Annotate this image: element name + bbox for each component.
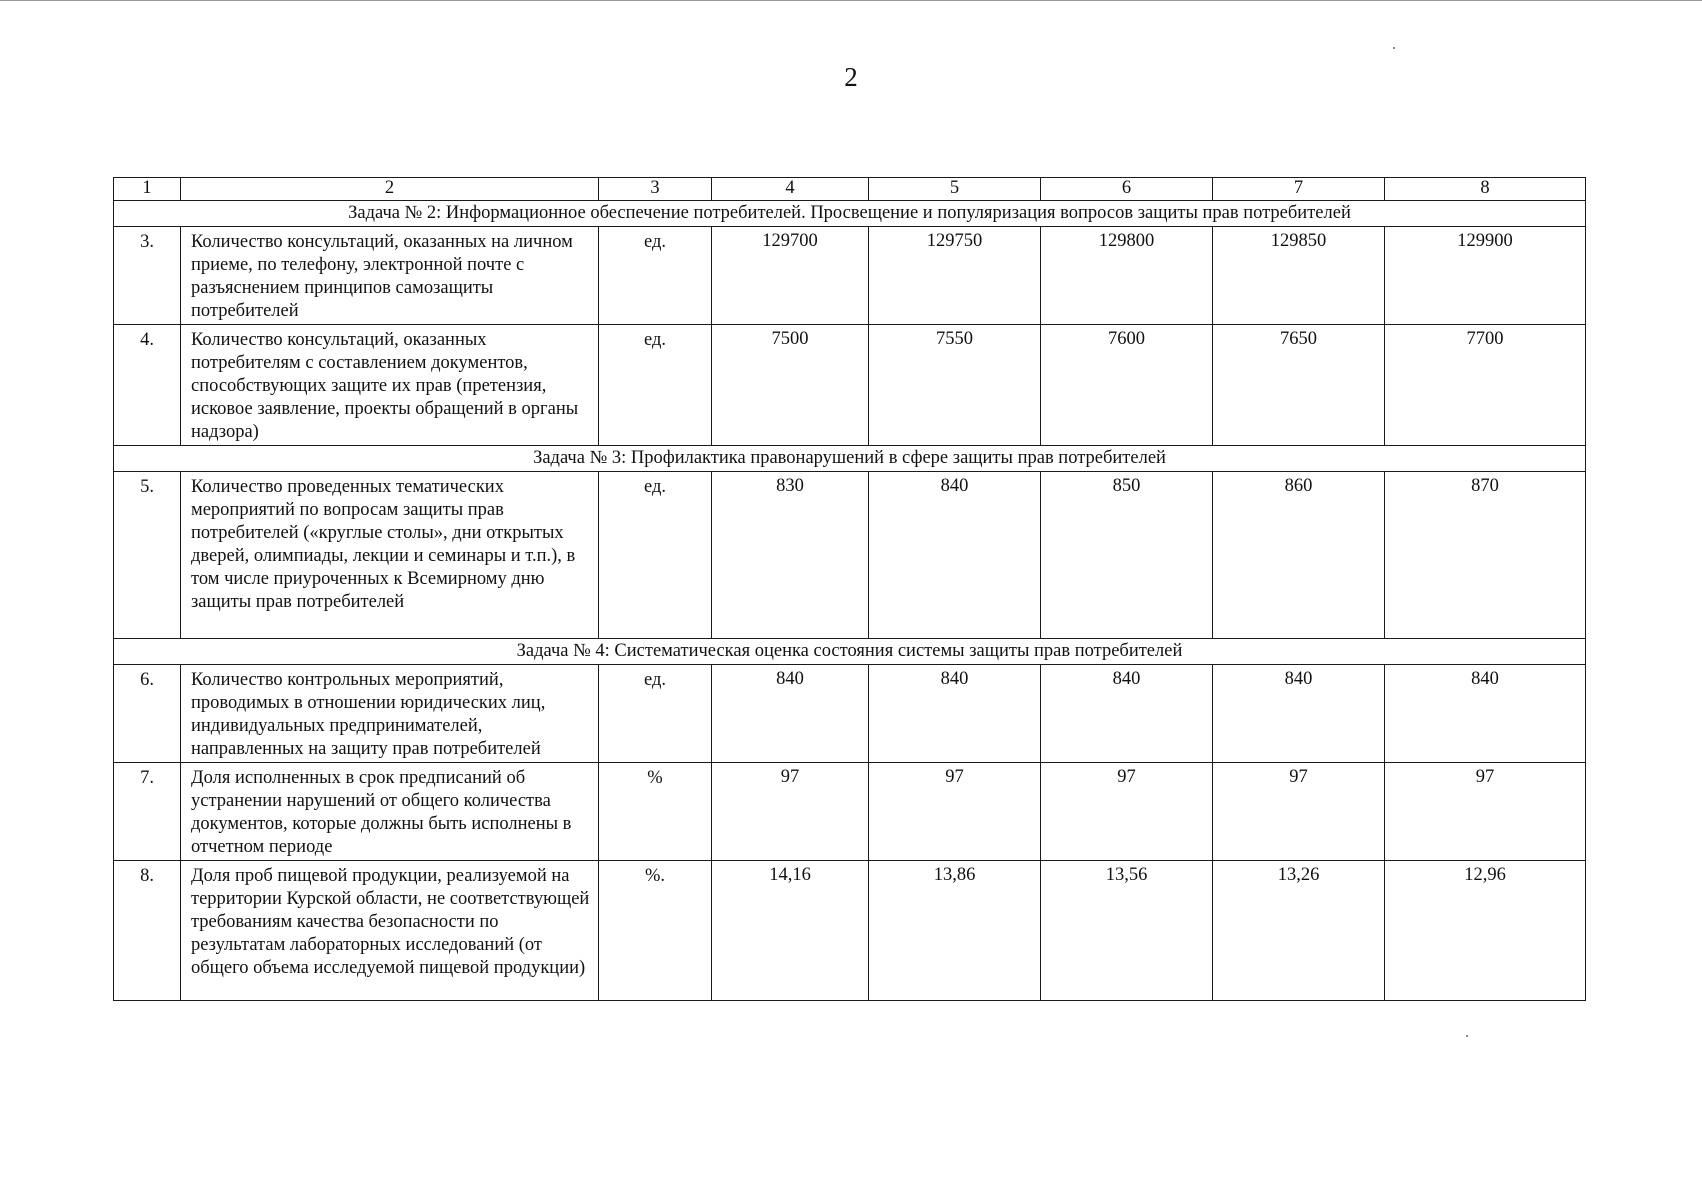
column-number: 4 [712,178,869,201]
row-description: Количество консультаций, оказанных потребителям с составлением документов, способствующих защите их прав (претензия, исковое заявление, проекты обращений в органы надзора) [181,325,599,446]
table-row [114,227,1586,325]
row-value: 7700 [1385,325,1586,446]
section-title: Задача № 3: Профилактика правонарушений в сфере защиты прав потребителей [114,446,1586,472]
row-value: 13,86 [869,861,1041,1001]
row-value: 97 [869,763,1041,861]
table-row [114,665,1586,763]
table-row [114,763,1586,861]
column-number: 2 [181,178,599,201]
row-unit: %. [599,861,712,1001]
row-value: 860 [1213,472,1385,639]
row-value: 7650 [1213,325,1385,446]
scan-speck [1393,47,1395,49]
row-value: 97 [1385,763,1586,861]
row-value: 129800 [1041,227,1213,325]
column-number: 7 [1213,178,1385,201]
row-unit: ед. [599,665,712,763]
row-value: 13,26 [1213,861,1385,1001]
row-description: Количество контрольных мероприятий, проводимых в отношении юридических лиц, индивидуальных предпринимателей, направленных на защиту прав потребителей [181,665,599,763]
indicators-table [113,177,1586,1001]
row-number: 7. [114,763,181,861]
row-number: 3. [114,227,181,325]
row-value: 129850 [1213,227,1385,325]
row-value: 129900 [1385,227,1586,325]
row-value: 850 [1041,472,1213,639]
section-header-row [114,639,1586,665]
row-unit: ед. [599,472,712,639]
row-value: 97 [1041,763,1213,861]
row-value: 840 [869,472,1041,639]
row-value: 129750 [869,227,1041,325]
row-number: 5. [114,472,181,639]
row-number: 8. [114,861,181,1001]
column-number: 1 [114,178,181,201]
section-header-row [114,201,1586,227]
section-title: Задача № 4: Систематическая оценка состояния системы защиты прав потребителей [114,639,1586,665]
table-row [114,325,1586,446]
column-number: 6 [1041,178,1213,201]
row-unit: % [599,763,712,861]
table-row [114,472,1586,639]
row-value: 840 [1385,665,1586,763]
row-value: 12,96 [1385,861,1586,1001]
row-number: 6. [114,665,181,763]
row-number: 4. [114,325,181,446]
row-value: 840 [1041,665,1213,763]
row-value: 870 [1385,472,1586,639]
column-number-row [114,178,1586,201]
row-value: 97 [712,763,869,861]
section-header-row [114,446,1586,472]
row-value: 13,56 [1041,861,1213,1001]
row-unit: ед. [599,325,712,446]
row-value: 14,16 [712,861,869,1001]
column-number: 8 [1385,178,1586,201]
row-value: 7550 [869,325,1041,446]
row-description: Доля исполненных в срок предписаний об устранении нарушений от общего количества документов, которые должны быть исполнены в отчетном периоде [181,763,599,861]
row-unit: ед. [599,227,712,325]
row-value: 129700 [712,227,869,325]
table-body [114,178,1586,1001]
row-value: 830 [712,472,869,639]
row-value: 840 [869,665,1041,763]
page-number: 2 [844,62,858,92]
row-description: Доля проб пищевой продукции, реализуемой на территории Курской области, не соответствующей требованиям качества безопасности по результатам лабораторных исследований (от общего объема исследуемой пищевой продукции) [181,861,599,1001]
row-value: 7500 [712,325,869,446]
column-number: 3 [599,178,712,201]
scan-speck [1466,1035,1468,1037]
section-title: Задача № 2: Информационное обеспечение потребителей. Просвещение и популяризация вопросов защиты прав потребителей [114,201,1586,227]
row-description: Количество проведенных тематических мероприятий по вопросам защиты прав потребителей («круглые столы», дни открытых дверей, олимпиады, лекции и семинары и т.п.), в том числе приуроченных к Всемирному дню защиты прав потребителей [181,472,599,639]
indicators-table-container [113,177,1585,1001]
row-value: 97 [1213,763,1385,861]
row-value: 840 [1213,665,1385,763]
table-row [114,861,1586,1001]
scan-top-edge [0,0,1702,1]
row-value: 840 [712,665,869,763]
row-description: Количество консультаций, оказанных на личном приеме, по телефону, электронной почте с разъяснением принципов самозащиты потребителей [181,227,599,325]
column-number: 5 [869,178,1041,201]
row-value: 7600 [1041,325,1213,446]
